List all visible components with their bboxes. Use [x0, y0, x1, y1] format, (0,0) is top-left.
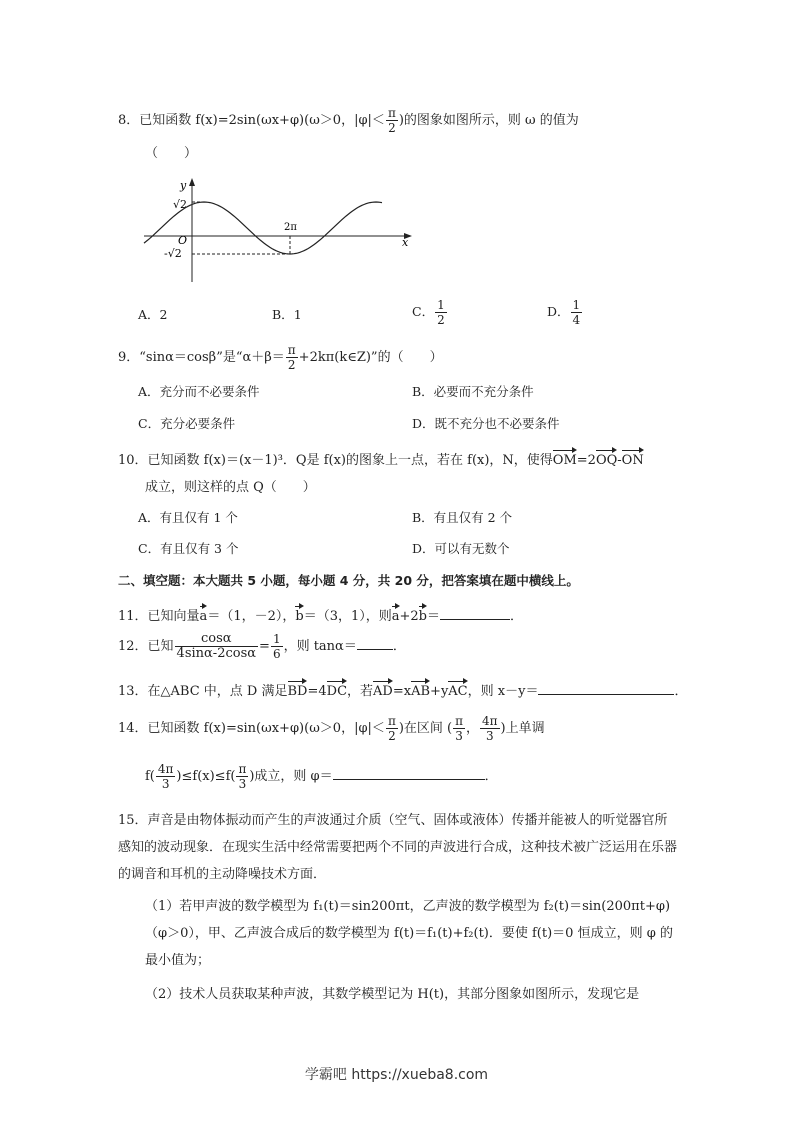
q10-option-a[interactable]: A．有且仅有 1 个: [138, 510, 238, 525]
q10-option-d[interactable]: D．可以有无数个: [412, 541, 510, 556]
q9-option-a[interactable]: A．充分而不必要条件: [138, 384, 260, 399]
q9-option-c[interactable]: C．充分必要条件: [138, 416, 236, 431]
q9-option-b[interactable]: B．必要而不充分条件: [412, 384, 534, 399]
q8-ymax-label: √2: [173, 198, 188, 211]
q14-stem: 14．已知函数 f(x)=sin(ωx+φ)(ω＞0，|φ|＜ $\frac{\pi}{2}$ )在区间 ( $\frac{\pi}{3}$ ， $\frac{4\pi}{3}$ )上单调: [118, 714, 545, 743]
q8-option-c[interactable]: C． $\frac{1}{2}$: [412, 298, 445, 327]
q15-paragraph-1: 15．声音是由物体振动而产生的声波通过介质（空气、固体或液体）传播并能被人的听觉器官所感知的波动现象．在现实生活中经常需要把两个不同的声波进行合成，这种技术被广泛运用在乐器的调音和耳机的主动降噪技术方面．: [118, 813, 678, 882]
q10-stem: 10．已知函数 f(x)＝(x－1)³．Q是 f(x)的图象上一点，若在 f(x)，N，使得OM=2OQ-ON: [118, 448, 644, 470]
section-2-heading: 二、填空题：本大题共 5 小题，每小题 4 分，共 20 分，把答案填在题中横线上。: [118, 573, 579, 588]
q14-stem-line2: f( $\frac{4\pi}{3}$ )≤f(x)≤f( $\frac{\pi}{3}$ )成立，则 φ＝ ．: [145, 762, 498, 791]
q13-stem: 13．在△ABC 中，点 D 满足BD=4DC，若AD=xAB+yAC，则 x－y＝ ．: [118, 679, 687, 701]
q10-option-b[interactable]: B．有且仅有 2 个: [412, 510, 513, 525]
q15-paragraph-3: （2）技术人员获取某种声波，其数学模型记为 H(t)，其部分图象如图所示，发现它是: [145, 987, 640, 1002]
q12-answer-blank[interactable]: [357, 637, 393, 650]
q13-answer-blank[interactable]: [538, 682, 674, 695]
q8-ymin-label: -√2: [164, 247, 182, 260]
q8-origin-label: O: [178, 234, 188, 247]
q9-stem: 9．“sinα＝cosβ”是“α＋β＝ $\frac{\pi}{2}$ +2kπ(k∈Z)”的（ ）: [118, 343, 443, 372]
q9-option-d[interactable]: D．既不充分也不必要条件: [412, 416, 560, 431]
q11-stem: 11．已知向量a＝（1，－2），b＝（3，1），则a+2b＝ ．: [118, 604, 523, 626]
q12-stem: 12．已知 $\frac{\cos\alpha}{4\sin\alpha-2\cos\alpha}$ = $\frac{1}{6}$ ，则 tanα＝ ．: [118, 631, 406, 661]
q8-y-arrow: [189, 178, 195, 186]
q10-stem-line2: 成立，则这样的点 Q（ ）: [145, 480, 316, 495]
q8-option-d[interactable]: D． $\frac{1}{4}$: [547, 298, 581, 327]
q8-x-label: x: [402, 236, 409, 249]
q8-y-label: y: [180, 179, 187, 192]
q8-xmark-label: 2π: [284, 222, 297, 233]
q8-stem: 8．已知函数 f(x)=2sin(ωx+φ)(ω＞0，|φ|＜ $\frac{\pi}{2}$ )的图象如图所示，则 ω 的值为: [118, 106, 579, 135]
page-footer: 学霸吧 https://xueba8.com: [304, 1067, 489, 1083]
q8-sine-graph: [140, 172, 420, 287]
q15-paragraph-2: （1）若甲声波的数学模型为 f₁(t)＝sin200πt，乙声波的数学模型为 f₂(t)＝sin(200πt+φ)（φ＞0），甲、乙声波合成后的数学模型为 f(t)＝f₁(t)+f₂(t)．要使 f(t)＝0 恒成立，则 φ 的最小值为；: [145, 899, 673, 968]
q8-option-a[interactable]: A．2: [138, 307, 168, 322]
q8-option-b[interactable]: B．1: [272, 307, 302, 322]
q8-fraction: $\frac{\pi}{2}$: [387, 106, 396, 135]
q14-answer-blank[interactable]: [333, 767, 485, 780]
q8-answer-paren: （ ）: [145, 146, 198, 161]
q11-answer-blank[interactable]: [440, 607, 510, 620]
q10-option-c[interactable]: C．有且仅有 3 个: [138, 541, 239, 556]
